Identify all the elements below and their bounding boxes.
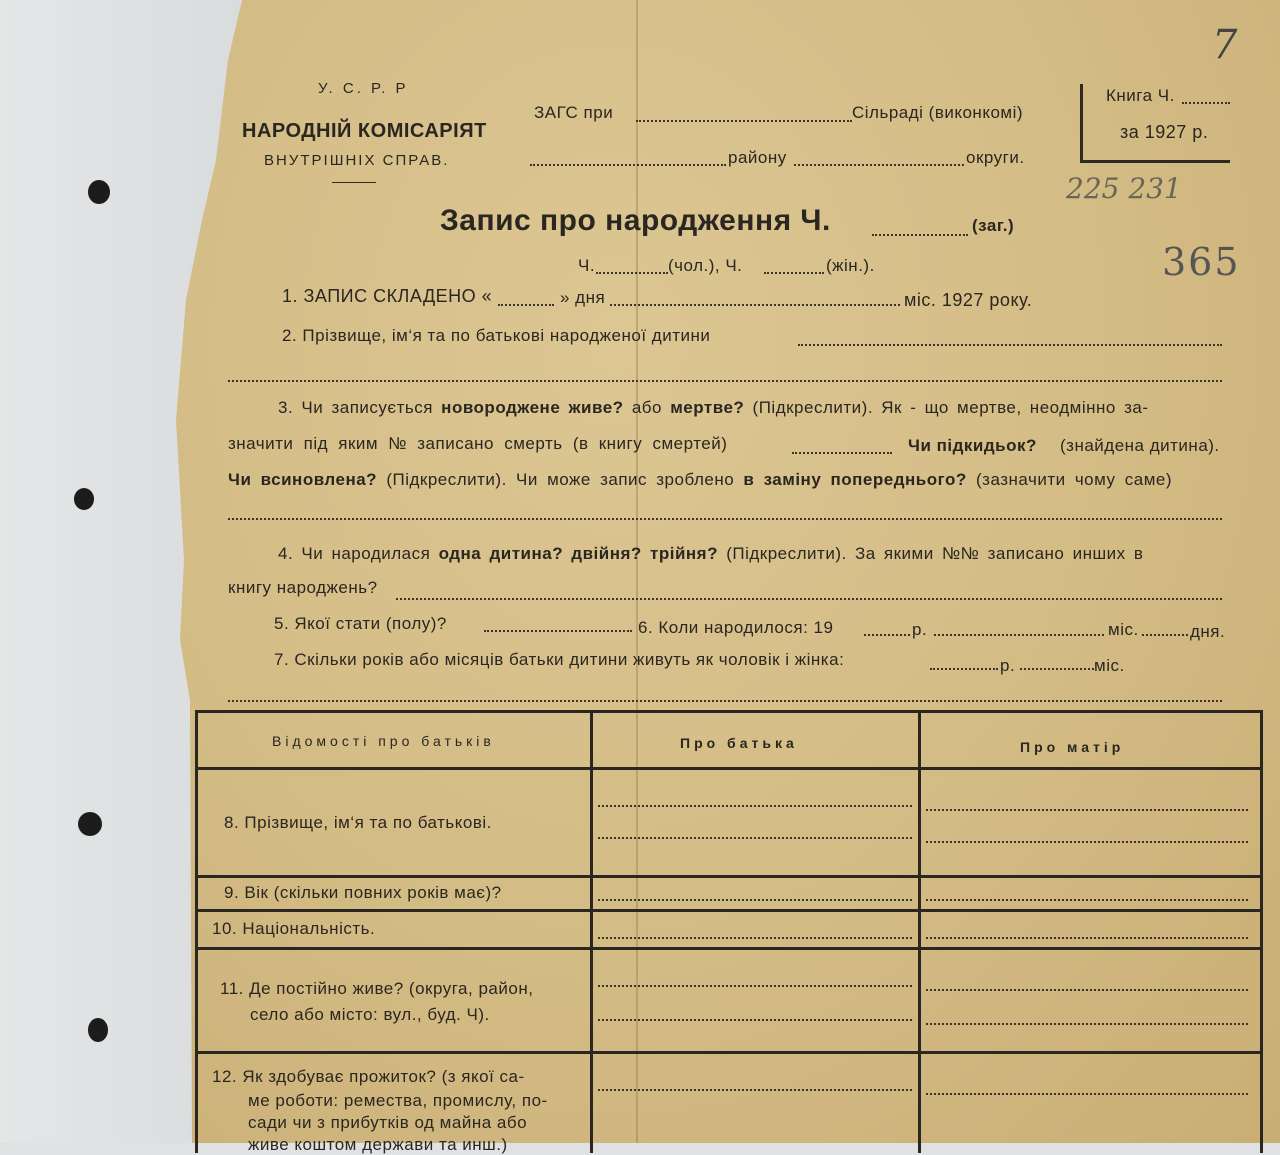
mother-name-field-2 (926, 841, 1248, 843)
table-row-10-label: 10. Національність. (212, 919, 376, 938)
item-3-foundling: Чи підкидьок? (908, 436, 1037, 455)
item-1-month: міс. 1927 року. (904, 290, 1033, 310)
parents-table (195, 710, 1263, 1153)
raion-field (530, 164, 726, 166)
male-number-field (596, 272, 668, 274)
title-zhin: (жін.). (826, 256, 875, 275)
table-row-12-line-1: 12. Як здобуває прожиток? (з якої са- (212, 1067, 525, 1086)
item-4-text: 4. Чи народилася (278, 544, 431, 563)
item-4-line-1 (278, 544, 1143, 564)
item-4-note: (Підкреслити). За якими №№ записано инших в (726, 544, 1144, 563)
state-label: У. С. Р. Р (318, 80, 409, 97)
item-6-year-field (864, 634, 910, 636)
item-4-options: одна дитина? двійня? трійня? (438, 544, 718, 563)
table-divider (918, 713, 921, 1153)
item-3-line-1 (278, 398, 1148, 418)
father-residence-field (598, 985, 912, 987)
item-7-years-field (930, 668, 998, 670)
table-rule (198, 875, 1260, 878)
father-name-field-2 (598, 837, 912, 839)
item-3-text: 3. Чи записується (278, 398, 433, 417)
table-rule (198, 947, 1260, 950)
book-field (1182, 102, 1230, 104)
zags-field (636, 120, 852, 122)
female-number-field (764, 272, 824, 274)
book-year: за 1927 р. (1120, 122, 1209, 142)
item-7-label: 7. Скільки років або місяців батьки дитини живуть як чоловік і жінка: (274, 650, 845, 669)
table-rule (198, 767, 1260, 770)
table-header-info: Відомості про батьків (272, 733, 495, 749)
title-chol: (чол.), Ч. (668, 256, 743, 275)
zags-label: ЗАГС при (534, 103, 614, 122)
mother-residence-field-2 (926, 1023, 1248, 1025)
mother-income-field (926, 1093, 1248, 1095)
record-title: Запис про народження Ч. (440, 204, 831, 237)
item-3-found-note: (знайдена дитина). (1060, 436, 1220, 455)
item-1-label: 1. ЗАПИС СКЛАДЕНО « (282, 286, 493, 306)
okrug-field (794, 164, 964, 166)
item-3-death-field (792, 452, 892, 454)
table-rule (198, 1051, 1260, 1054)
table-row-11-line-2: село або місто: вул., буд. Ч). (250, 1005, 490, 1024)
punch-hole (88, 1018, 108, 1042)
father-nationality-field (598, 937, 912, 939)
table-row-8-label: 8. Прізвище, ім‘я та по батькові. (224, 813, 492, 832)
item-6-month: міс. (1108, 620, 1139, 639)
item-6-day-field (1142, 634, 1188, 636)
item-1-day: » дня (560, 288, 606, 307)
table-divider (590, 713, 593, 1153)
stamp-number: 365 (1162, 240, 1241, 284)
title-zag: (заг.) (972, 216, 1015, 235)
item-2-field (798, 344, 1222, 346)
book-box-left (1080, 84, 1083, 162)
ministry-title: НАРОДНІЙ КОМІСАРІЯТ (242, 120, 487, 142)
item-3-underline-note: (Підкреслити). Чи може запис зроблено (386, 470, 735, 489)
item-3-alive: новороджене живе? (441, 398, 624, 417)
table-row-12-line-4: живе коштом держави та инш.) (248, 1135, 508, 1154)
item-6-label: 6. Коли народилося: 19 (638, 618, 834, 637)
item-3-line-2: значити під яким № записано смерть (в книгу смертей) (228, 434, 728, 453)
mother-residence-field (926, 989, 1248, 991)
item-5-label: 5. Якої стати (полу)? (274, 614, 447, 633)
item-3-adopted: Чи всиновлена? (228, 470, 378, 489)
item-3-dead: мертве? (670, 398, 745, 417)
item-4-line-2: книгу народжень? (228, 578, 378, 597)
item-6-day: дня. (1190, 622, 1226, 641)
title-ch: Ч. (578, 256, 596, 275)
father-age-field (598, 899, 912, 901)
item-3-note: (Підкреслити). Як - що мертве, неодмінно за- (752, 398, 1149, 417)
table-row-12-line-2: ме роботи: ремества, промислу, по- (248, 1091, 548, 1110)
punch-hole (88, 180, 110, 204)
table-rule (198, 909, 1260, 912)
mother-age-field (926, 899, 1248, 901)
book-box-bottom (1080, 160, 1230, 163)
table-row-11-line-1: 11. Де постійно живе? (округа, район, (220, 979, 534, 998)
table-header-mother: Про матір (1020, 739, 1125, 755)
item-1-date-field (610, 304, 900, 306)
item-3-why: (зазначити чому саме) (975, 470, 1172, 489)
mother-name-field (926, 809, 1248, 811)
handwritten-number: 225 231 (1066, 172, 1182, 205)
selradi-label: Сільраді (виконкомі) (852, 103, 1024, 122)
punch-hole (74, 488, 94, 510)
item-3-line-3 (228, 470, 1172, 490)
header-rule (332, 182, 376, 183)
item-7-years: р. (1000, 656, 1016, 675)
okrugy-label: округи. (966, 148, 1025, 167)
father-income-field (598, 1089, 912, 1091)
table-row-12-line-3: сади чи з прибутків од майна або (248, 1113, 528, 1132)
item-2-label: 2. Прізвище, ім‘я та по батькові народженої дитини (282, 326, 711, 345)
punch-hole (78, 812, 102, 836)
book-label: Книга Ч. (1106, 86, 1175, 105)
mother-nationality-field (926, 937, 1248, 939)
item-6-year: р. (912, 620, 928, 639)
item-3-or: або (631, 398, 662, 417)
title-number-field (872, 234, 968, 236)
item-7-months-field (1020, 668, 1094, 670)
item-4-field (396, 598, 1222, 600)
corner-number: 7 (1212, 22, 1238, 68)
item-3-replacement: в заміну попереднього? (743, 470, 967, 489)
father-residence-field-2 (598, 1019, 912, 1021)
item-3-field (228, 518, 1222, 520)
raionu-label: району (728, 148, 787, 167)
father-name-field (598, 805, 912, 807)
table-row-9-label: 9. Вік (скільки повних років має)? (224, 883, 502, 902)
item-2-field-2 (228, 380, 1222, 382)
table-header-father: Про батька (680, 735, 798, 751)
ministry-subtitle: ВНУТРІШНІХ СПРАВ. (264, 152, 450, 169)
item-5-field (484, 630, 632, 632)
item-7-months: міс. (1094, 656, 1125, 675)
item-1-day-field (498, 304, 554, 306)
item-6-month-field (934, 634, 1104, 636)
item-7-field (228, 700, 1222, 702)
